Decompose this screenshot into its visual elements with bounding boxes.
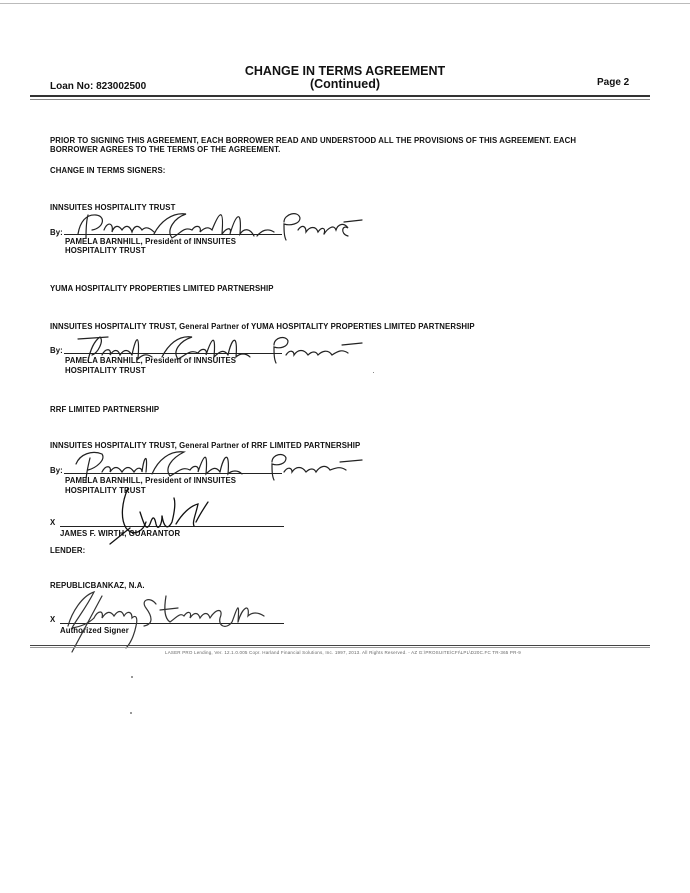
bank-x: X <box>50 615 56 624</box>
block2-name-line2: HOSPITALITY TRUST <box>65 366 146 375</box>
bank-signature <box>60 582 280 652</box>
notice-line-2: BORROWER AGREES TO THE TERMS OF THE AGREEMENT. <box>50 145 281 154</box>
block1-entity: INNSUITES HOSPITALITY TRUST <box>50 203 176 212</box>
footer-rule-thin <box>30 647 650 648</box>
scan-speck <box>131 676 133 678</box>
scan-speck <box>130 712 132 714</box>
block3-name-line1: PAMELA BARNHILL, President of INNSUITES <box>65 476 237 485</box>
rrf-entity: RRF LIMITED PARTNERSHIP <box>50 405 160 414</box>
block1-name-line2: HOSPITALITY TRUST <box>65 246 146 255</box>
bank-signer-label: Authorized Signer <box>60 626 129 635</box>
document-title: CHANGE IN TERMS AGREEMENT <box>244 64 446 78</box>
signers-heading: CHANGE IN TERMS SIGNERS: <box>50 166 166 175</box>
footer-rule <box>30 645 650 646</box>
block3-by-label: By: <box>50 466 63 475</box>
block3-entity: INNSUITES HOSPITALITY TRUST, General Partner of RRF LIMITED PARTNERSHIP <box>50 441 361 450</box>
bank-name: REPUBLICBANKAZ, N.A. <box>50 581 145 590</box>
header-rule-thin <box>30 99 650 100</box>
block2-signature <box>62 325 372 370</box>
yuma-entity: YUMA HOSPITALITY PROPERTIES LIMITED PARTNERSHIP <box>50 284 274 293</box>
footer-text: LASER PRO Lending, Ver. 12.1.0.005 Copr. Harland Financial Solutions, Inc. 1997, 2013. All Rights Reserved. - AZ G:\PROSUITE\CFI\LPL\D20C.FC TR-365 PR-9 <box>165 650 521 655</box>
block1-by-label: By: <box>50 228 63 237</box>
guarantor-name: JAMES F. WIRTH, GUARANTOR <box>60 529 181 538</box>
guarantor-x: X <box>50 518 56 527</box>
block2-entity: INNSUITES HOSPITALITY TRUST, General Partner of YUMA HOSPITALITY PROPERTIES LIMITED PARTNERSHIP <box>50 322 475 331</box>
top-edge-line <box>0 3 690 4</box>
document-subtitle: (Continued) <box>309 77 381 91</box>
guarantor-signature <box>100 484 220 544</box>
block1-name-line1: PAMELA BARNHILL, President of INNSUITES <box>65 237 237 246</box>
header-rule <box>30 95 650 97</box>
block2-name-line1: PAMELA BARNHILL, President of INNSUITES <box>65 356 237 365</box>
lender-label: LENDER: <box>50 546 86 555</box>
block3-signature <box>62 440 372 490</box>
scan-speck <box>373 372 374 373</box>
block2-by-label: By: <box>50 346 63 355</box>
notice-line-1: PRIOR TO SIGNING THIS AGREEMENT, EACH BORROWER READ AND UNDERSTOOD ALL THE PROVISIONS OF THIS AGREEMENT. EACH <box>50 136 577 145</box>
page-number: Page 2 <box>597 77 630 88</box>
block1-signature <box>62 200 362 250</box>
loan-number: Loan No: 823002500 <box>50 81 147 92</box>
block3-name-line2: HOSPITALITY TRUST <box>65 486 146 495</box>
